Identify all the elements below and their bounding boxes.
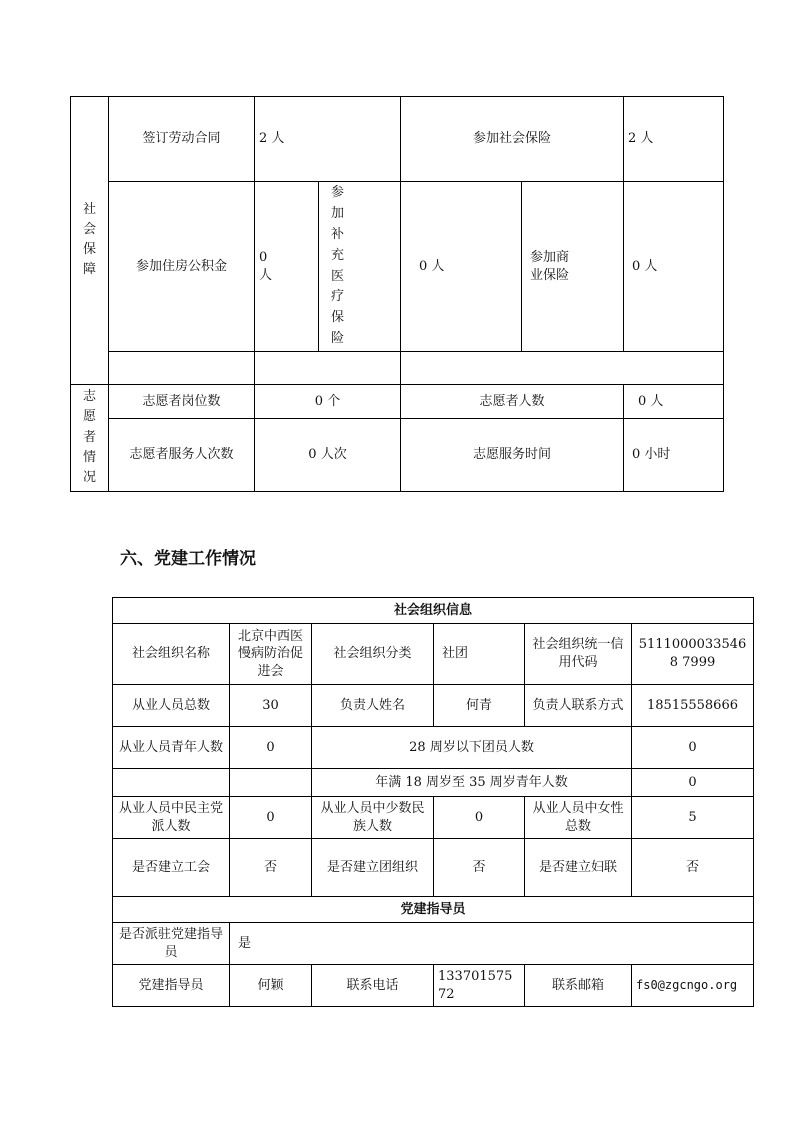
female-value: 5 <box>632 797 754 839</box>
commercial-value: 0 人 <box>624 182 724 352</box>
guide-email-value: fs0@zgcngo.org <box>632 965 754 1007</box>
volunteer-service-times-value: 0 人次 <box>255 419 401 492</box>
social-insurance-label: 参加社会保险 <box>401 97 624 182</box>
guide-email-label: 联系邮箱 <box>525 965 632 1007</box>
leader-contact-value: 18515558666 <box>632 685 754 727</box>
female-label: 从业人员中女性总数 <box>525 797 632 839</box>
league-org-label: 是否建立团组织 <box>312 839 434 897</box>
empty-cell <box>255 352 401 385</box>
volunteer-posts-label: 志愿者岗位数 <box>109 385 255 419</box>
guide-phone-label: 联系电话 <box>312 965 434 1007</box>
empty-cell <box>109 352 255 385</box>
labor-contract-value: 2 人 <box>255 97 401 182</box>
volunteer-category-text: 志愿者情况 <box>82 389 96 485</box>
union-label: 是否建立工会 <box>113 839 230 897</box>
volunteer-count-value: 0 人 <box>624 385 724 419</box>
housing-fund-label: 参加住房公积金 <box>109 182 255 352</box>
league-under28-label: 28 周岁以下团员人数 <box>312 727 632 769</box>
social-security-category-text: 社会保障 <box>82 201 96 278</box>
volunteer-service-hours-value: 0 小时 <box>624 419 724 492</box>
supp-medical-label <box>319 182 401 352</box>
staff-total-label: 从业人员总数 <box>113 685 230 727</box>
social-security-category <box>71 97 109 385</box>
democratic-label: 从业人员中民主党派人数 <box>113 797 230 839</box>
women-fed-value: 否 <box>632 839 754 897</box>
org-type-label: 社会组织分类 <box>312 624 434 685</box>
youth-value: 0 <box>230 727 312 769</box>
minority-value: 0 <box>434 797 525 839</box>
volunteer-count-label: 志愿者人数 <box>401 385 624 419</box>
youth-18-35-label: 年满 18 周岁至 35 周岁青年人数 <box>312 769 632 797</box>
org-name-label: 社会组织名称 <box>113 624 230 685</box>
volunteer-posts-value: 0 个 <box>255 385 401 419</box>
minority-label: 从业人员中少数民族人数 <box>312 797 434 839</box>
youth-18-35-value: 0 <box>632 769 754 797</box>
youth-label: 从业人员青年人数 <box>113 727 230 769</box>
org-info-header: 社会组织信息 <box>113 598 754 624</box>
section-title: 六、党建工作情况 <box>120 549 256 569</box>
org-type-value: 社团 <box>434 624 525 685</box>
social-security-volunteer-table <box>70 96 724 492</box>
party-guide-header: 党建指导员 <box>113 897 754 923</box>
leader-contact-label: 负责人联系方式 <box>525 685 632 727</box>
supp-medical-label-text: 参加补充医疗保险 <box>331 185 345 346</box>
league-org-value: 否 <box>434 839 525 897</box>
empty-cell <box>230 769 312 797</box>
staff-total-value: 30 <box>230 685 312 727</box>
union-value: 否 <box>230 839 312 897</box>
housing-fund-value: 0 人 <box>255 182 319 352</box>
credit-code-label: 社会组织统一信用代码 <box>525 624 632 685</box>
commercial-label: 参加商 业保险 <box>522 182 624 352</box>
dispatched-label: 是否派驻党建指导员 <box>113 923 230 965</box>
party-building-table <box>112 597 754 1007</box>
leader-name-label: 负责人姓名 <box>312 685 434 727</box>
empty-cell <box>401 352 724 385</box>
leader-name-value: 何青 <box>434 685 525 727</box>
guide-label: 党建指导员 <box>113 965 230 1007</box>
supp-medical-value: 0 人 <box>401 182 522 352</box>
league-under28-value: 0 <box>632 727 754 769</box>
volunteer-category <box>71 385 109 492</box>
org-name-value: 北京中西医慢病防治促进会 <box>230 624 312 685</box>
empty-cell <box>113 769 230 797</box>
guide-phone-value: 13370157572 <box>434 965 525 1007</box>
women-fed-label: 是否建立妇联 <box>525 839 632 897</box>
labor-contract-label: 签订劳动合同 <box>109 97 255 182</box>
dispatched-value: 是 <box>230 923 754 965</box>
guide-value: 何颖 <box>230 965 312 1007</box>
democratic-value: 0 <box>230 797 312 839</box>
volunteer-service-times-label: 志愿者服务人次数 <box>109 419 255 492</box>
volunteer-service-hours-label: 志愿服务时间 <box>401 419 624 492</box>
social-insurance-value: 2 人 <box>624 97 724 182</box>
credit-code-value: 51110000335468 7999 <box>632 624 754 685</box>
